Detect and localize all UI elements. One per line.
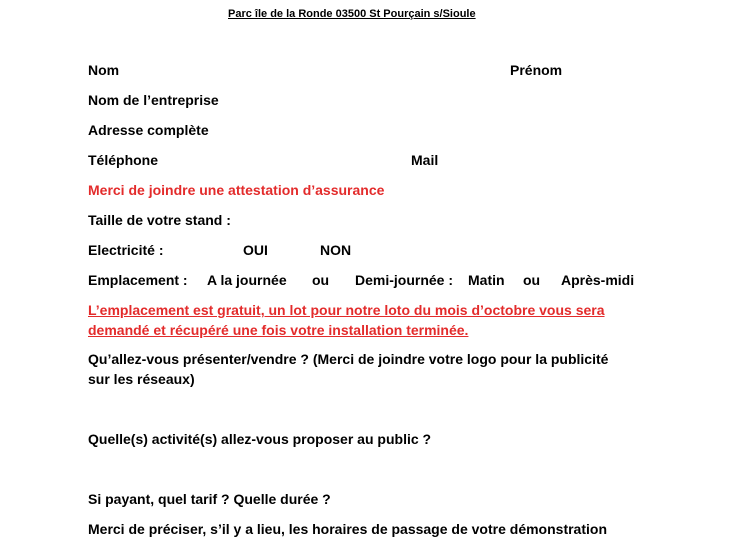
emplacement-demi-journee-label: Demi-journée : [355,272,454,288]
entreprise-label: Nom de l’entreprise [88,92,219,108]
emplacement-apres-midi-option: Après-midi [561,272,635,288]
emplacement-or-2: ou [523,272,541,288]
emplacement-or-1: ou [312,272,330,288]
assurance-notice: Merci de joindre une attestation d’assurance [88,182,385,198]
electricite-label: Electricité : [88,242,164,258]
presenter-question-line-1: Qu’allez-vous présenter/vendre ? (Merci de joindre votre logo pour la publicité [88,351,609,367]
electricite-oui-option: OUI [243,242,268,258]
emplacement-matin-option: Matin [468,272,505,288]
nom-label: Nom [88,62,120,78]
emplacement-label: Emplacement : [88,272,188,288]
adresse-label: Adresse complète [88,122,209,138]
presenter-question-line-2: sur les réseaux) [88,371,195,387]
emplacement-journee-option: A la journée [207,272,287,288]
prenom-label: Prénom [510,62,563,78]
activites-question: Quelle(s) activité(s) allez-vous proposer au public ? [88,431,432,447]
tarif-question: Si payant, quel tarif ? Quelle durée ? [88,491,331,507]
header-address: Parc île de la Ronde 03500 St Pourçain s/Sioule [228,8,476,20]
lot-notice-line-1: L’emplacement est gratuit, un lot pour notre loto du mois d’octobre vous sera [88,302,605,318]
telephone-label: Téléphone [88,152,159,168]
stand-size-label: Taille de votre stand : [88,212,231,228]
lot-notice-line-2: demandé et récupéré une fois votre installation terminée. [88,322,469,338]
mail-label: Mail [411,152,439,168]
horaires-question: Merci de préciser, s’il y a lieu, les horaires de passage de votre démonstration [88,521,607,537]
electricite-non-option: NON [320,242,352,258]
